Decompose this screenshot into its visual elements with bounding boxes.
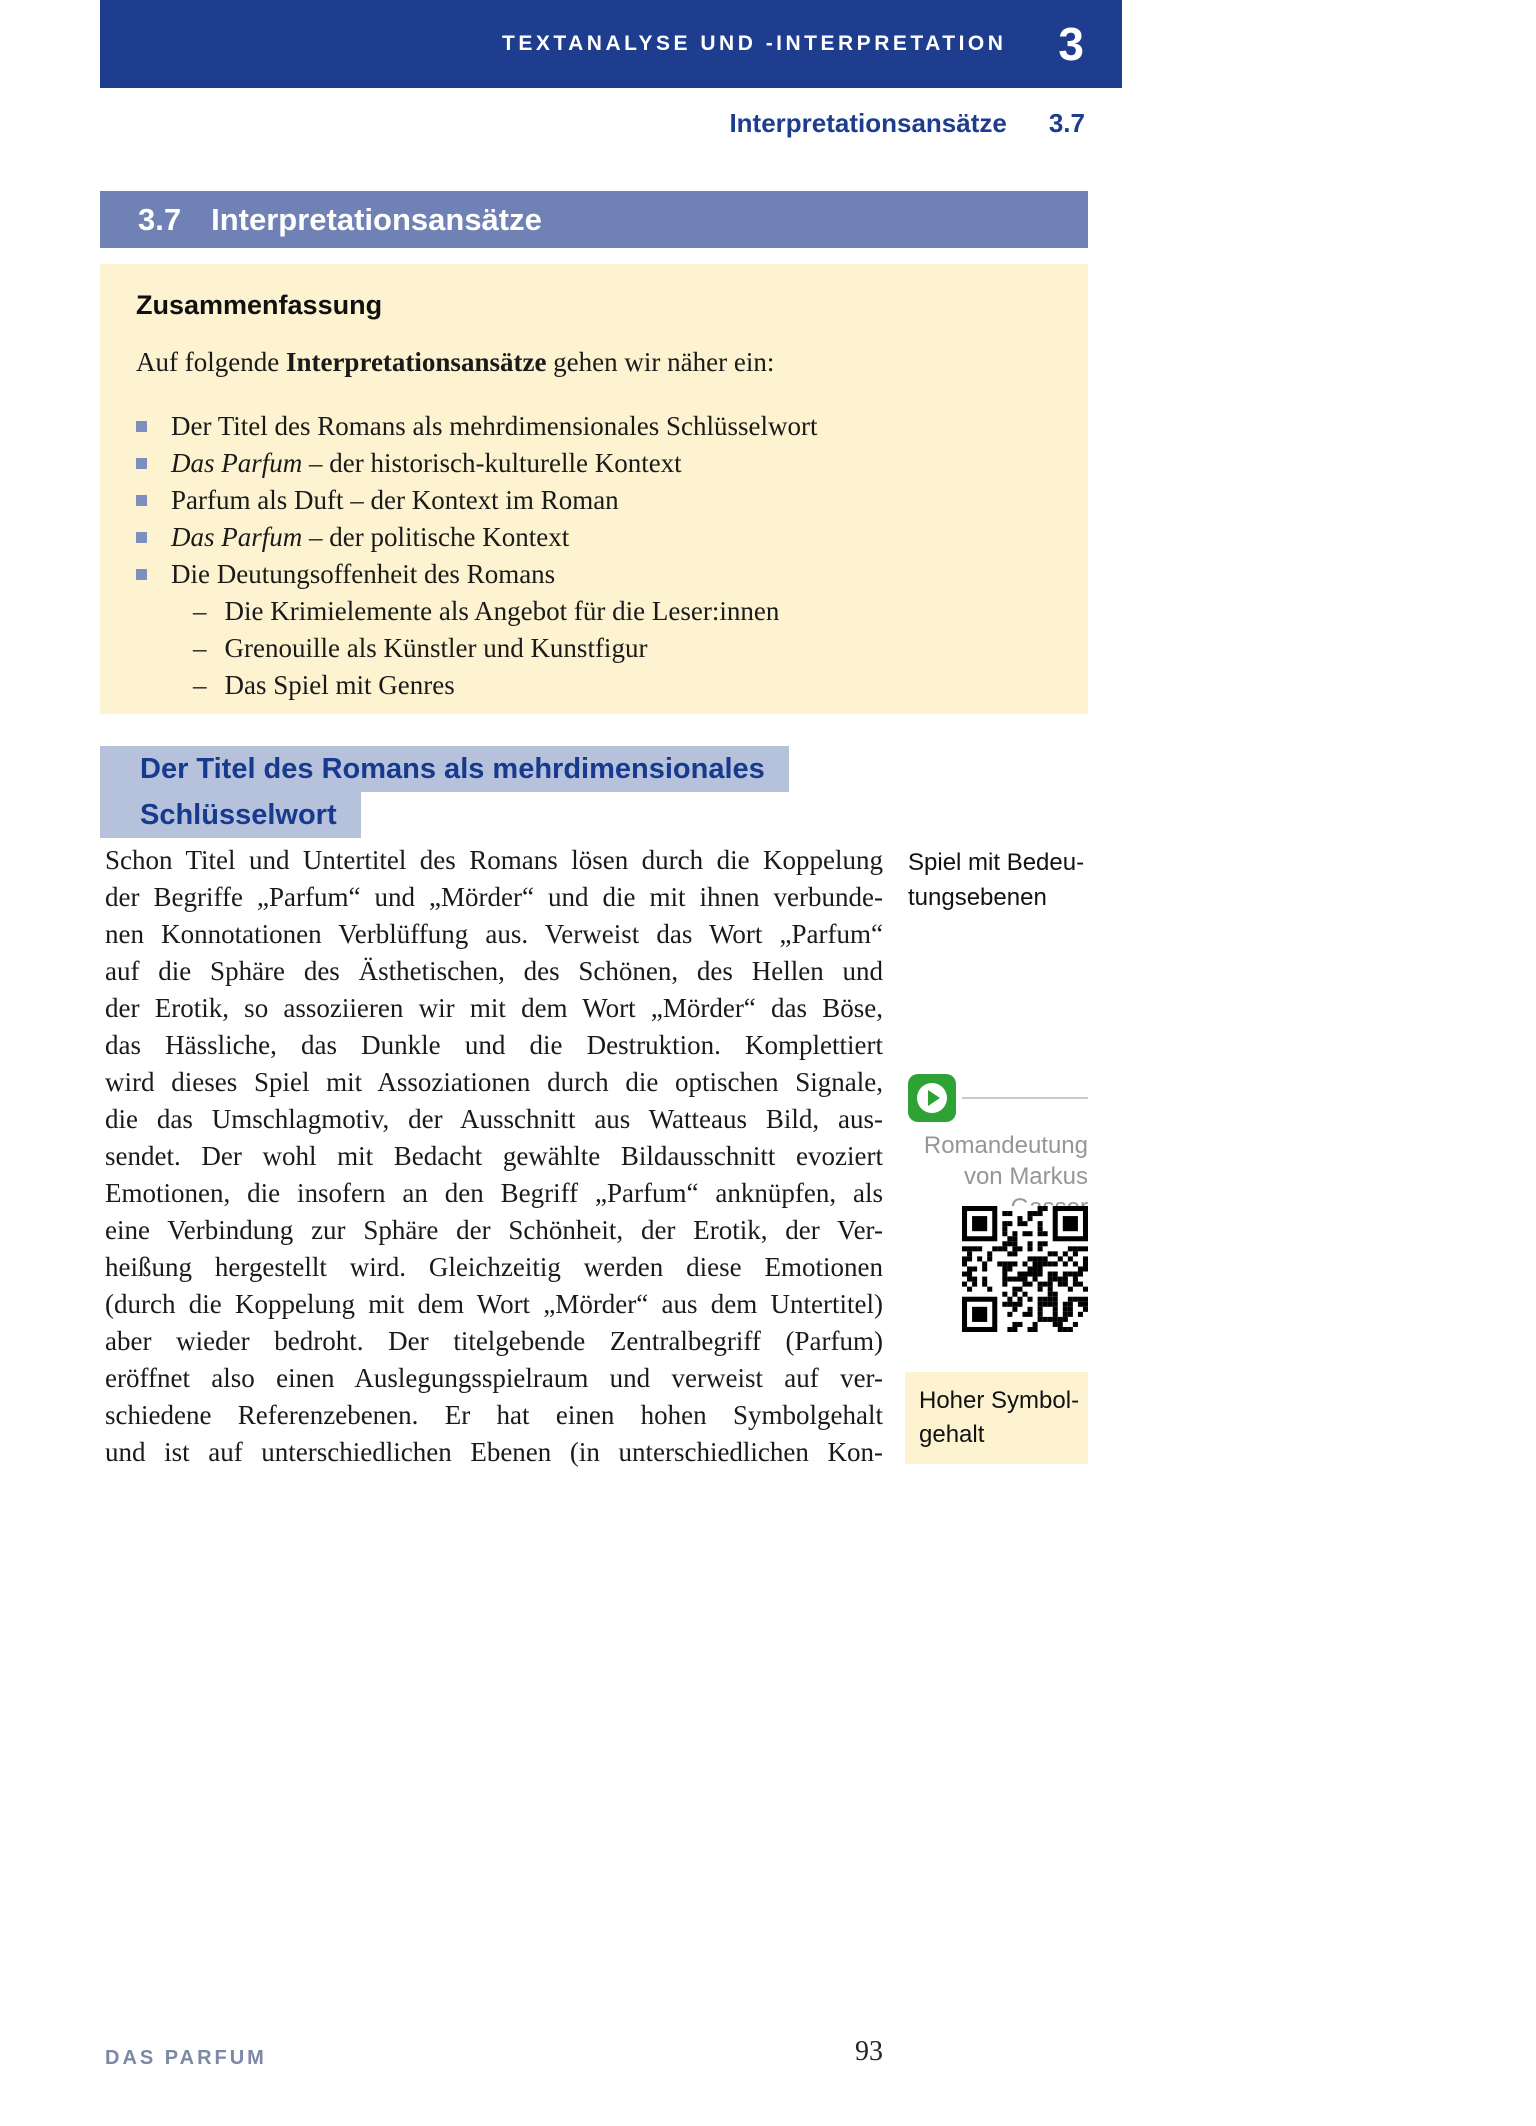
section-heading-bar <box>100 191 1088 248</box>
bullet-square-icon <box>136 532 147 543</box>
body-line: schiedene Referenzebenen. Er hat einen hohen Symbolgehalt <box>105 1400 883 1430</box>
section-title: Interpretationsansätze <box>211 201 542 237</box>
bullet-square-icon <box>136 569 147 580</box>
body-text <box>105 842 883 1471</box>
list-item: Die Deutungsoffenheit des Romans <box>136 556 1052 593</box>
subsection-heading-line1: Der Titel des Romans als mehrdimensionales <box>100 746 789 792</box>
body-line: eröffnet also einen Auslegungsspielraum und verweist auf ver- <box>105 1363 883 1393</box>
bullet-square-icon <box>136 421 147 432</box>
dash: – <box>193 596 207 626</box>
body-line: das Hässliche, das Dunkle und die Destruktion. Komplettiert <box>105 1030 883 1060</box>
body-line: sendet. Der wohl mit Bedacht gewählte Bildausschnitt evoziert <box>105 1141 883 1171</box>
list-item: Das Parfum – der historisch-kulturelle Kontext <box>136 445 1052 482</box>
body-line: wird dieses Spiel mit Assoziationen durch die optischen Signale, <box>105 1067 883 1097</box>
list-subitem: – Die Krimielemente als Angebot für die Leser:innen <box>136 593 1052 630</box>
chapter-kicker: TEXTANALYSE UND -INTERPRETATION <box>502 32 1007 55</box>
margin-note-symbolgehalt: Hoher Symbol- gehalt <box>905 1372 1088 1464</box>
body-line: eine Verbindung zur Sphäre der Schönheit, der Erotik, der Ver- <box>105 1215 883 1245</box>
bullet-square-icon <box>136 458 147 469</box>
page-number: 93 <box>855 2036 883 2067</box>
chapter-header-bar <box>100 0 1122 88</box>
dash: – <box>193 670 207 700</box>
margin-note-bedeutungsebenen: Spiel mit Bedeu- tungsebenen <box>908 849 1085 911</box>
summary-box <box>100 264 1088 714</box>
subsection-heading <box>100 746 789 838</box>
breadcrumb-label: Interpretationsansätze <box>729 108 1007 138</box>
body-line: die das Umschlagmotiv, der Ausschnitt aus Watteaus Bild, aus- <box>105 1104 883 1134</box>
body-line: nen Konnotationen Verblüffung aus. Verweist das Wort „Parfum“ <box>105 919 883 949</box>
list-item: Der Titel des Romans als mehrdimensionales Schlüsselwort <box>136 408 1052 445</box>
summary-intro: Auf folgende Interpretationsansätze gehen wir näher ein: <box>136 347 775 377</box>
footer-book-title: DAS PARFUM <box>105 2047 267 2069</box>
summary-bullet-list <box>136 408 1052 704</box>
bullet-square-icon <box>136 495 147 506</box>
body-line: heißung hergestellt wird. Gleichzeitig werden diese Emotionen <box>105 1252 883 1282</box>
list-item: Das Parfum – der politische Kontext <box>136 519 1052 556</box>
body-line: der Begriffe „Parfum“ und „Mörder“ und die mit ihnen verbunde- <box>105 882 883 912</box>
video-caption: Romandeutung von Markus <box>923 1132 1088 1190</box>
qr-code <box>962 1206 1088 1332</box>
list-item: Parfum als Duft – der Kontext im Roman <box>136 482 1052 519</box>
body-line: der Erotik, so assoziieren wir mit dem Wort „Mörder“ das Böse, <box>105 993 883 1023</box>
dash: – <box>193 633 207 663</box>
chapter-number: 3 <box>1058 18 1084 70</box>
divider-line <box>962 1097 1088 1099</box>
body-line: (durch die Koppelung mit dem Wort „Mörder“ aus dem Untertitel) <box>105 1289 883 1319</box>
breadcrumb-number: 3.7 <box>1048 108 1085 138</box>
summary-title: Zusammenfassung <box>136 290 383 320</box>
body-line: und ist auf unterschiedlichen Ebenen (in unterschiedlichen Kon- <box>105 1437 883 1467</box>
subsection-heading-line2: Schlüsselwort <box>100 792 361 838</box>
breadcrumb <box>729 108 1085 139</box>
body-line: aber wieder bedroht. Der titelgebende Zentralbegriff (Parfum) <box>105 1326 883 1356</box>
play-triangle-icon <box>928 1090 940 1106</box>
list-subitem: – Das Spiel mit Genres <box>136 667 1052 704</box>
section-number: 3.7 <box>138 201 182 237</box>
body-line: auf die Sphäre des Ästhetischen, des Schönen, des Hellen und <box>105 956 883 986</box>
body-line: Emotionen, die insofern an den Begriff „Parfum“ anknüpfen, als <box>105 1178 883 1208</box>
body-line: Schon Titel und Untertitel des Romans lösen durch die Koppelung <box>105 845 883 875</box>
play-circle <box>917 1083 947 1113</box>
video-play-icon <box>908 1074 956 1122</box>
list-subitem: – Grenouille als Künstler und Kunstfigur <box>136 630 1052 667</box>
